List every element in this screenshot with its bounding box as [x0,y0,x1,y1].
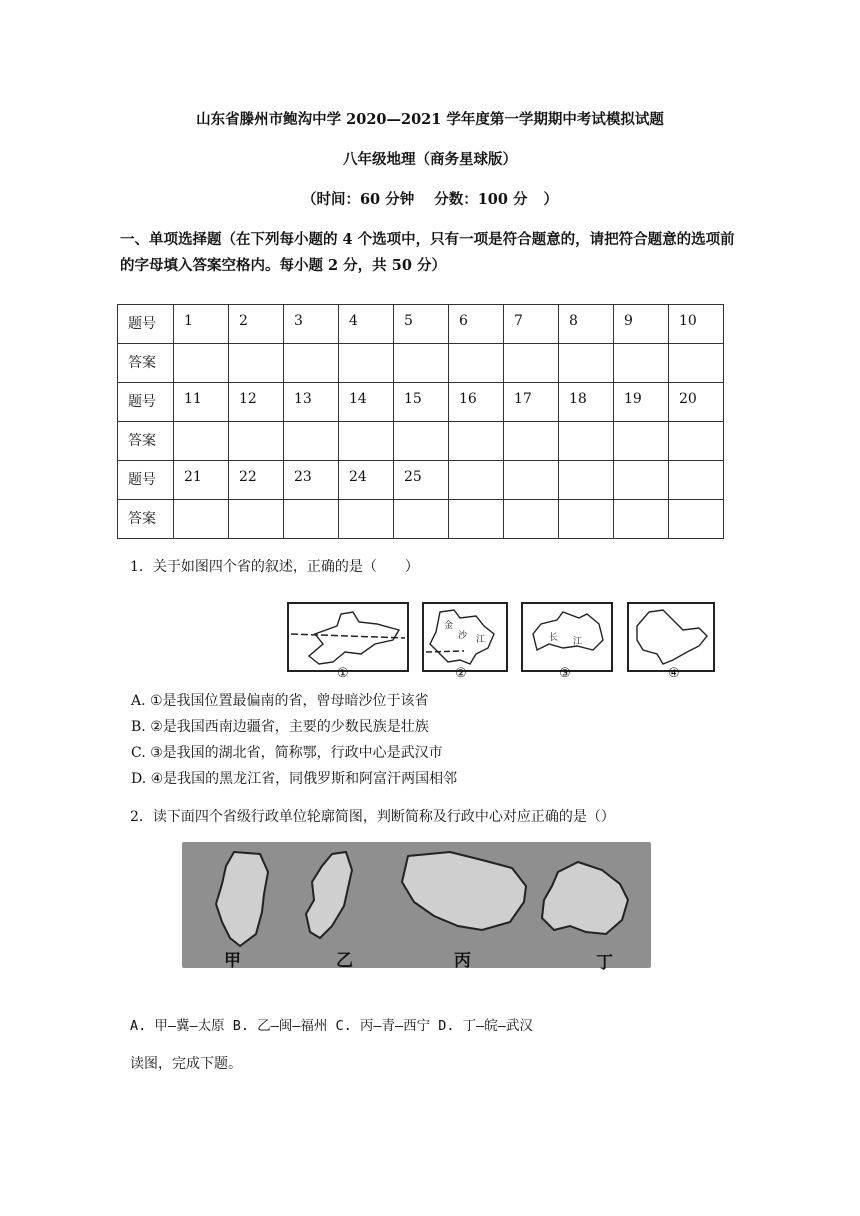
table-cell: 1 [174,305,229,344]
table-cell: 16 [449,383,504,422]
table-cell: 11 [174,383,229,422]
map-label-4: ④ [668,666,680,681]
answer-cell[interactable] [284,344,339,383]
answer-cell[interactable] [339,344,394,383]
exam-title: 山东省滕州市鲍沟中学 2020—2021 学年度第一学期期中考试模拟试题 [196,111,664,128]
answer-cell[interactable] [504,344,559,383]
map-label-2: ② [455,666,467,681]
table-cell [559,461,614,500]
table-cell: 15 [394,383,449,422]
row-label-answer: 答案 [118,344,174,383]
table-row [118,500,724,539]
q2-options[interactable]: A. 甲—冀—太原 B. 乙—闽—福州 C. 丙—青—西宁 D. 丁—皖—武汉 [130,1018,533,1034]
table-cell: 22 [229,461,284,500]
table-cell: 12 [229,383,284,422]
province-outline-1 [289,604,407,670]
answer-cell[interactable] [174,422,229,461]
row-label-answer: 答案 [118,500,174,539]
map-label-3: ③ [559,666,571,681]
q1-option-b[interactable]: B. ②是我国西南边疆省，主要的少数民族是壮族 [131,719,429,735]
province-map-1 [287,602,409,672]
row-label-question: 题号 [118,461,174,500]
answer-cell[interactable] [669,500,724,539]
section-heading: 一、单项选择题（在下列每小题的 4 个选项中，只有一项是符合题意的，请把符合题意的选项前的字母填入答案空格内。每小题 2 分，共 50 分） [120,231,735,274]
province-map-3 [521,602,613,672]
river-label-jiang-2: 江 [573,637,583,647]
table-cell: 19 [614,383,669,422]
answer-table [117,304,724,539]
q1-option-a[interactable]: A. ①是我国位置最偏南的省，曾母暗沙位于该省 [131,693,429,709]
exam-score: 分数：100 分 [434,191,528,208]
table-cell: 2 [229,305,284,344]
row-label-answer: 答案 [118,422,174,461]
answer-cell[interactable] [614,344,669,383]
answer-cell[interactable] [339,422,394,461]
answer-cell[interactable] [284,422,339,461]
table-row [118,383,724,422]
exam-subtitle: 八年级地理（商务星球版） [343,151,517,168]
question-2-stem: 2．读下面四个省级行政单位轮廓简图，判断简称及行政中心对应正确的是（） [130,809,615,825]
table-row [118,422,724,461]
table-row [118,305,724,344]
table-cell: 17 [504,383,559,422]
answer-cell[interactable] [449,344,504,383]
province-map-4 [627,602,715,672]
photo-label-yi: 乙 [336,951,353,971]
table-row [118,461,724,500]
answer-cell[interactable] [229,422,284,461]
answer-cell[interactable] [394,344,449,383]
row-label-question: 题号 [118,305,174,344]
table-cell: 18 [559,383,614,422]
answer-cell[interactable] [614,500,669,539]
row-label-question: 题号 [118,383,174,422]
table-cell: 20 [669,383,724,422]
table-cell: 24 [339,461,394,500]
table-cell: 6 [449,305,504,344]
exam-close-paren: ） [543,191,559,208]
answer-cell[interactable] [174,344,229,383]
photo-label-bing: 丙 [454,951,471,971]
province-outline-photo [182,842,651,973]
table-cell [504,461,559,500]
answer-cell[interactable] [504,422,559,461]
table-cell [614,461,669,500]
answer-cell[interactable] [284,500,339,539]
river-label-jiang: 江 [476,635,486,645]
answer-cell[interactable] [174,500,229,539]
province-outline-4 [629,604,713,670]
province-map-2 [422,602,508,672]
answer-cell[interactable] [394,422,449,461]
table-cell: 3 [284,305,339,344]
province-outline-3 [523,604,611,670]
river-label-jin: 金 [444,621,454,631]
table-cell: 8 [559,305,614,344]
table-cell: 14 [339,383,394,422]
answer-cell[interactable] [559,500,614,539]
answer-cell[interactable] [229,344,284,383]
table-cell: 4 [339,305,394,344]
q1-option-c[interactable]: C. ③是我国的湖北省，简称鄂，行政中心是武汉市 [131,745,443,761]
reading-instruction: 读图，完成下题。 [130,1056,242,1072]
answer-cell[interactable] [339,500,394,539]
q1-option-d[interactable]: D. ④是我国的黑龙江省，同俄罗斯和阿富汗两国相邻 [131,771,458,787]
answer-cell[interactable] [669,344,724,383]
table-cell: 13 [284,383,339,422]
answer-cell[interactable] [394,500,449,539]
photo-label-jia: 甲 [224,951,241,971]
river-label-sha: 沙 [458,631,468,641]
table-cell: 7 [504,305,559,344]
table-cell [449,461,504,500]
answer-cell[interactable] [449,500,504,539]
answer-cell[interactable] [504,500,559,539]
province-maps-figure [287,600,715,684]
table-cell: 10 [669,305,724,344]
answer-cell[interactable] [614,422,669,461]
question-1-stem: 1．关于如图四个省的叙述，正确的是（ ） [130,559,419,575]
table-cell: 21 [174,461,229,500]
river-label-chang: 长 [549,633,559,643]
table-cell: 25 [394,461,449,500]
answer-cell[interactable] [559,422,614,461]
photo-label-ding: 丁 [596,953,613,973]
table-cell [669,461,724,500]
answer-cell[interactable] [229,500,284,539]
answer-cell[interactable] [669,422,724,461]
exam-time-score [0,188,860,209]
table-cell: 9 [614,305,669,344]
map-label-1: ① [337,666,349,681]
table-cell: 23 [284,461,339,500]
answer-cell[interactable] [449,422,504,461]
table-row [118,344,724,383]
table-cell: 5 [394,305,449,344]
answer-cell[interactable] [559,344,614,383]
province-outlines [182,842,651,968]
exam-time: （时间：60 分钟 [301,191,415,208]
